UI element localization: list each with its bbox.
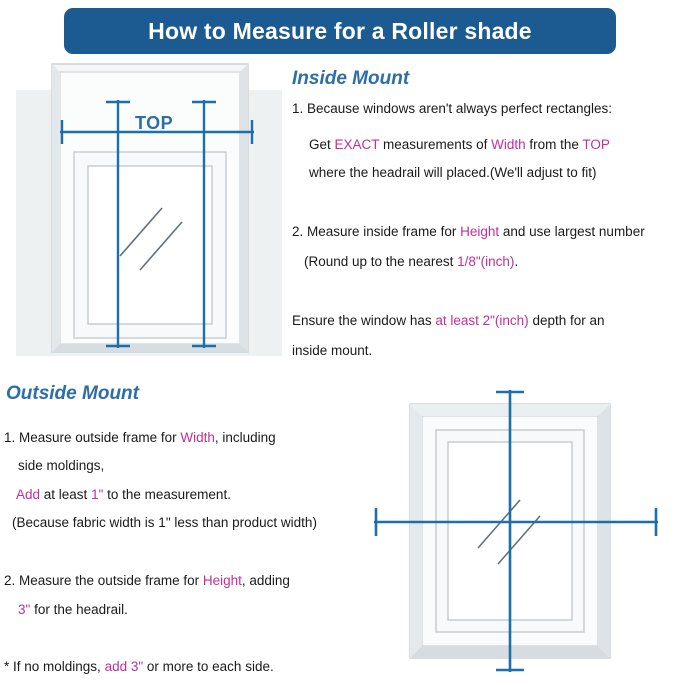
text-segment: and use largest number [499,224,645,239]
text-segment: * If no moldings, [4,659,105,674]
text-segment: , adding [241,573,290,588]
text-segment: 3" [18,602,31,617]
outside-mount-line-2 [18,456,104,476]
text-segment: at least [40,487,92,502]
inside-mount-top-label: TOP [135,113,174,133]
text-segment: 1" [91,487,104,502]
inside-mount-line-3 [309,163,596,183]
text-segment: EXACT [334,137,380,152]
text-segment: at least 2"(inch) [435,313,529,328]
inside-mount-window-diagram [16,60,282,356]
text-segment: from the [525,137,583,152]
outside-mount-heading: Outside Mount [6,383,139,404]
text-segment: measurements of [379,137,492,152]
text-segment: 1/8"(inch) [457,254,515,269]
page-title: How to Measure for a Roller shade [148,17,532,44]
text-segment: 2. Measure the outside frame for [4,573,203,588]
outside-mount-window-diagram [366,382,666,679]
text-segment: Width [491,137,526,152]
text-segment: (Round up to the nearest [304,254,458,269]
text-segment: to the measurement. [103,487,231,502]
text-segment: 2. Measure inside frame for [292,224,461,239]
text-segment: Width [180,430,215,445]
outside-mount-line-4 [12,513,317,533]
outside-mount-line-6 [18,600,128,620]
text-segment: . [514,254,519,269]
text-segment: Height [460,224,500,239]
inside-mount-heading: Inside Mount [292,68,410,89]
text-segment: inside mount. [292,343,373,358]
text-segment: or more to each side. [143,659,274,674]
inside-mount-line-2 [309,135,610,155]
text-segment: Ensure the window has [292,313,436,328]
text-segment: (Because fabric width is 1" less than product width) [12,515,317,530]
inside-mount-line-6 [292,311,605,331]
text-segment: for the headrail. [30,602,128,617]
text-segment: 1. Because windows aren't always perfect rectangles: [292,101,612,116]
inside-mount-line-5 [304,252,518,272]
inside-mount-line-4 [292,222,645,242]
text-segment: add 3" [104,659,144,674]
text-segment: depth for an [528,313,605,328]
outside-mount-line-5 [4,571,290,591]
text-segment: , including [214,430,276,445]
outside-mount-footnote [4,657,274,677]
text-segment: where the headrail will placed.(We'll adjust to fit) [309,165,597,180]
page-title-banner [64,8,616,54]
inside-mount-line-1 [292,99,612,119]
text-segment: Height [202,573,242,588]
text-segment: side moldings, [18,458,105,473]
outside-mount-line-3 [16,485,231,505]
text-segment: 1. Measure outside frame for [4,430,181,445]
text-segment: Get [309,137,335,152]
outside-mount-line-1 [4,428,276,448]
inside-mount-line-7 [292,341,372,361]
text-segment: TOP [582,137,610,152]
text-segment: Add [16,487,41,502]
